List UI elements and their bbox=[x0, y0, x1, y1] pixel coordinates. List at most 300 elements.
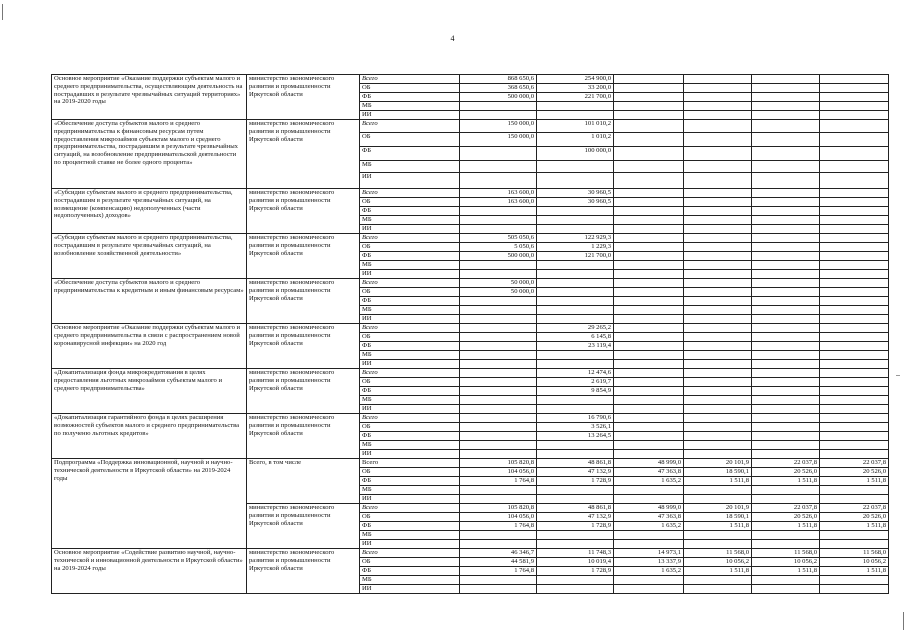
amount-cell bbox=[752, 279, 820, 288]
amount-cell bbox=[820, 585, 889, 594]
amount-cell: 1 511,8 bbox=[684, 522, 752, 531]
amount-cell bbox=[752, 173, 820, 189]
amount-cell bbox=[537, 540, 614, 549]
amount-cell bbox=[820, 486, 889, 495]
funding-source: МБ bbox=[360, 306, 460, 315]
amount-cell: 46 346,7 bbox=[460, 549, 537, 558]
amount-cell bbox=[820, 297, 889, 306]
amount-cell: 29 265,2 bbox=[537, 324, 614, 333]
amount-cell: 1 635,2 bbox=[614, 567, 684, 576]
responsible-executor: Всего, в том числе bbox=[247, 459, 360, 504]
amount-cell bbox=[820, 324, 889, 333]
amount-cell bbox=[614, 84, 684, 93]
amount-cell bbox=[752, 432, 820, 441]
amount-cell: 10 056,2 bbox=[684, 558, 752, 567]
amount-cell bbox=[820, 84, 889, 93]
amount-cell bbox=[537, 111, 614, 120]
funding-source: ИИ bbox=[360, 450, 460, 459]
amount-cell bbox=[614, 198, 684, 207]
amount-cell: 1 511,8 bbox=[820, 477, 889, 486]
table-row bbox=[52, 120, 889, 133]
amount-cell: 12 474,6 bbox=[537, 369, 614, 378]
funding-source: Всего bbox=[360, 279, 460, 288]
amount-cell bbox=[820, 133, 889, 147]
scan-edge-mark bbox=[903, 612, 904, 630]
funding-source: Всего bbox=[360, 120, 460, 133]
amount-cell bbox=[752, 360, 820, 369]
amount-cell bbox=[752, 147, 820, 161]
amount-cell bbox=[752, 84, 820, 93]
amount-cell bbox=[752, 423, 820, 432]
amount-cell: 1 764,8 bbox=[460, 477, 537, 486]
amount-cell bbox=[537, 576, 614, 585]
funding-source: МБ bbox=[360, 161, 460, 173]
amount-cell bbox=[537, 102, 614, 111]
amount-cell bbox=[684, 234, 752, 243]
amount-cell bbox=[460, 147, 537, 161]
amount-cell bbox=[684, 102, 752, 111]
amount-cell bbox=[614, 207, 684, 216]
amount-cell bbox=[820, 173, 889, 189]
measure-description: Подпрограмма «Поддержка инновационной, научной и научно-технической деятельности в Иркутской области» на 2019-2024 годы bbox=[52, 459, 247, 549]
amount-cell bbox=[460, 360, 537, 369]
amount-cell bbox=[752, 450, 820, 459]
amount-cell bbox=[820, 387, 889, 396]
amount-cell: 1 635,2 bbox=[614, 477, 684, 486]
amount-cell bbox=[820, 576, 889, 585]
amount-cell bbox=[460, 369, 537, 378]
amount-cell: 163 600,0 bbox=[460, 198, 537, 207]
amount-cell: 1 511,8 bbox=[684, 477, 752, 486]
amount-cell bbox=[537, 207, 614, 216]
amount-cell bbox=[614, 405, 684, 414]
amount-cell bbox=[460, 270, 537, 279]
table-row bbox=[52, 234, 889, 243]
amount-cell bbox=[614, 120, 684, 133]
amount-cell: 9 854,9 bbox=[537, 387, 614, 396]
amount-cell bbox=[614, 270, 684, 279]
amount-cell bbox=[752, 315, 820, 324]
amount-cell bbox=[684, 261, 752, 270]
amount-cell bbox=[684, 252, 752, 261]
amount-cell bbox=[614, 93, 684, 102]
funding-source: МБ bbox=[360, 441, 460, 450]
amount-cell bbox=[684, 531, 752, 540]
amount-cell bbox=[614, 540, 684, 549]
amount-cell bbox=[537, 270, 614, 279]
amount-cell bbox=[460, 161, 537, 173]
amount-cell bbox=[684, 441, 752, 450]
amount-cell bbox=[460, 414, 537, 423]
amount-cell: 254 900,0 bbox=[537, 75, 614, 84]
amount-cell bbox=[684, 324, 752, 333]
amount-cell bbox=[614, 333, 684, 342]
amount-cell: 3 526,1 bbox=[537, 423, 614, 432]
amount-cell bbox=[752, 540, 820, 549]
amount-cell bbox=[460, 531, 537, 540]
amount-cell bbox=[752, 378, 820, 387]
amount-cell bbox=[684, 333, 752, 342]
amount-cell bbox=[684, 198, 752, 207]
amount-cell bbox=[614, 414, 684, 423]
amount-cell bbox=[684, 405, 752, 414]
amount-cell bbox=[752, 111, 820, 120]
table-row bbox=[52, 369, 889, 378]
amount-cell bbox=[684, 423, 752, 432]
amount-cell bbox=[820, 360, 889, 369]
measure-description: «Обеспечение доступа субъектов малого и среднего предпринимательства к финансовым ресурсам путем предоставления микрозаймов субъектам малого и среднего предпринимательства, пострадавшим в результате чрезвычайных ситуаций, на возобновление предпринимательской деятельности по процентной ставке не более одного процента» bbox=[52, 120, 247, 189]
amount-cell bbox=[614, 225, 684, 234]
amount-cell bbox=[614, 173, 684, 189]
amount-cell bbox=[820, 333, 889, 342]
amount-cell bbox=[684, 243, 752, 252]
amount-cell bbox=[820, 432, 889, 441]
amount-cell: 1 511,8 bbox=[820, 567, 889, 576]
amount-cell: 13 337,9 bbox=[614, 558, 684, 567]
responsible-executor: министерство экономического развития и промышленности Иркутской области bbox=[247, 549, 360, 594]
funding-source: ФБ bbox=[360, 387, 460, 396]
amount-cell: 47 363,8 bbox=[614, 468, 684, 477]
amount-cell bbox=[614, 486, 684, 495]
amount-cell bbox=[684, 120, 752, 133]
amount-cell bbox=[684, 207, 752, 216]
amount-cell bbox=[752, 405, 820, 414]
amount-cell: 221 700,0 bbox=[537, 93, 614, 102]
amount-cell: 50 000,0 bbox=[460, 279, 537, 288]
amount-cell bbox=[684, 495, 752, 504]
amount-cell bbox=[684, 342, 752, 351]
amount-cell bbox=[752, 369, 820, 378]
amount-cell bbox=[460, 576, 537, 585]
amount-cell bbox=[820, 531, 889, 540]
amount-cell: 11 568,0 bbox=[752, 549, 820, 558]
amount-cell: 100 000,0 bbox=[537, 147, 614, 161]
funding-source: ОБ bbox=[360, 198, 460, 207]
amount-cell bbox=[752, 207, 820, 216]
funding-source: Всего bbox=[360, 369, 460, 378]
amount-cell bbox=[820, 441, 889, 450]
amount-cell bbox=[820, 216, 889, 225]
amount-cell: 47 363,8 bbox=[614, 513, 684, 522]
amount-cell: 505 050,6 bbox=[460, 234, 537, 243]
funding-source: ФБ bbox=[360, 477, 460, 486]
amount-cell bbox=[614, 243, 684, 252]
amount-cell: 368 650,6 bbox=[460, 84, 537, 93]
amount-cell bbox=[460, 324, 537, 333]
amount-cell bbox=[537, 585, 614, 594]
amount-cell bbox=[684, 378, 752, 387]
amount-cell bbox=[820, 414, 889, 423]
amount-cell bbox=[614, 216, 684, 225]
amount-cell: 1 511,8 bbox=[752, 522, 820, 531]
amount-cell bbox=[537, 441, 614, 450]
amount-cell: 18 590,1 bbox=[684, 468, 752, 477]
amount-cell bbox=[460, 315, 537, 324]
amount-cell: 14 973,1 bbox=[614, 549, 684, 558]
budget-table bbox=[51, 74, 889, 594]
amount-cell bbox=[460, 396, 537, 405]
amount-cell: 150 000,0 bbox=[460, 120, 537, 133]
amount-cell: 500 000,0 bbox=[460, 93, 537, 102]
measure-description: «Докапитализация гарантийного фонда в целях расширения возможностей субъектов малого и среднего предпринимательства по полученю льготных кредитов» bbox=[52, 414, 247, 459]
funding-source: ОБ bbox=[360, 133, 460, 147]
amount-cell bbox=[460, 111, 537, 120]
amount-cell bbox=[614, 396, 684, 405]
amount-cell bbox=[684, 161, 752, 173]
measure-description: «Докапитализация фонда микрокредитования в целях предоставления льготных микрозаймов субъектам малого и среднего предпринимательства» bbox=[52, 369, 247, 414]
amount-cell: 1 229,3 bbox=[537, 243, 614, 252]
funding-source: Всего bbox=[360, 189, 460, 198]
amount-cell bbox=[460, 225, 537, 234]
responsible-executor: министерство экономического развития и промышленности Иркутской области bbox=[247, 120, 360, 189]
amount-cell bbox=[614, 324, 684, 333]
amount-cell bbox=[684, 297, 752, 306]
amount-cell bbox=[460, 540, 537, 549]
amount-cell bbox=[684, 189, 752, 198]
amount-cell: 150 000,0 bbox=[460, 133, 537, 147]
amount-cell bbox=[820, 288, 889, 297]
amount-cell bbox=[820, 147, 889, 161]
amount-cell bbox=[684, 84, 752, 93]
amount-cell bbox=[460, 405, 537, 414]
amount-cell bbox=[684, 315, 752, 324]
amount-cell: 868 650,6 bbox=[460, 75, 537, 84]
amount-cell bbox=[537, 288, 614, 297]
amount-cell bbox=[684, 585, 752, 594]
amount-cell bbox=[614, 261, 684, 270]
amount-cell bbox=[537, 173, 614, 189]
amount-cell: 20 526,0 bbox=[820, 468, 889, 477]
amount-cell bbox=[460, 585, 537, 594]
amount-cell bbox=[537, 216, 614, 225]
amount-cell bbox=[614, 252, 684, 261]
funding-source: Всего bbox=[360, 414, 460, 423]
amount-cell: 48 999,0 bbox=[614, 459, 684, 468]
table-row bbox=[52, 324, 889, 333]
amount-cell bbox=[614, 378, 684, 387]
funding-source: Всего bbox=[360, 459, 460, 468]
measure-description: Основное мероприятие «Оказание поддержки субъектам малого и среднего предпринимательства в связи с распространением новой коронавирусной инфекции» на 2020 год bbox=[52, 324, 247, 369]
funding-source: Всего bbox=[360, 504, 460, 513]
amount-cell: 44 581,9 bbox=[460, 558, 537, 567]
amount-cell bbox=[820, 234, 889, 243]
responsible-executor: министерство экономического развития и промышленности Иркутской области bbox=[247, 324, 360, 369]
amount-cell: 1 764,8 bbox=[460, 522, 537, 531]
amount-cell bbox=[537, 405, 614, 414]
amount-cell bbox=[614, 576, 684, 585]
amount-cell bbox=[684, 133, 752, 147]
amount-cell bbox=[820, 342, 889, 351]
funding-source: МБ bbox=[360, 261, 460, 270]
amount-cell bbox=[820, 189, 889, 198]
amount-cell bbox=[614, 360, 684, 369]
amount-cell bbox=[614, 441, 684, 450]
funding-source: ОБ bbox=[360, 378, 460, 387]
amount-cell bbox=[684, 270, 752, 279]
amount-cell bbox=[752, 120, 820, 133]
amount-cell bbox=[752, 576, 820, 585]
measure-description: Основное мероприятие «Оказание поддержки субъектам малого и среднего предпринимательства, осуществляющим деятельность на пострадавших в результате чрезвычайных ситуаций территориях» на 2019-2020 годы bbox=[52, 75, 247, 120]
amount-cell bbox=[820, 102, 889, 111]
amount-cell: 22 037,8 bbox=[752, 504, 820, 513]
amount-cell bbox=[820, 252, 889, 261]
amount-cell bbox=[752, 414, 820, 423]
amount-cell bbox=[614, 450, 684, 459]
amount-cell: 6 145,8 bbox=[537, 333, 614, 342]
amount-cell bbox=[537, 396, 614, 405]
amount-cell: 11 748,3 bbox=[537, 549, 614, 558]
amount-cell bbox=[460, 342, 537, 351]
amount-cell: 1 728,9 bbox=[537, 522, 614, 531]
amount-cell bbox=[752, 288, 820, 297]
amount-cell bbox=[684, 360, 752, 369]
amount-cell bbox=[820, 111, 889, 120]
amount-cell: 101 010,2 bbox=[537, 120, 614, 133]
amount-cell: 18 590,1 bbox=[684, 513, 752, 522]
funding-source: ИИ bbox=[360, 270, 460, 279]
measure-description: Основное мероприятие «Содействие развитию научной, научно-технической и инновационной деятельности в Иркутской области» на 2019-2024 годы bbox=[52, 549, 247, 594]
amount-cell bbox=[820, 243, 889, 252]
funding-source: ОБ bbox=[360, 333, 460, 342]
amount-cell bbox=[614, 147, 684, 161]
funding-source: ОБ bbox=[360, 84, 460, 93]
amount-cell: 2 619,7 bbox=[537, 378, 614, 387]
amount-cell: 22 037,8 bbox=[752, 459, 820, 468]
amount-cell bbox=[820, 405, 889, 414]
amount-cell bbox=[752, 333, 820, 342]
funding-source: ОБ bbox=[360, 558, 460, 567]
measure-description: «Субсидии субъектам малого и среднего предпринимательства, пострадавшим в результате чрезвычайных ситуаций, на возобновление хозяйственной деятельности» bbox=[52, 234, 247, 279]
amount-cell bbox=[752, 261, 820, 270]
amount-cell bbox=[752, 216, 820, 225]
amount-cell: 11 568,0 bbox=[684, 549, 752, 558]
amount-cell: 10 056,2 bbox=[820, 558, 889, 567]
amount-cell bbox=[684, 450, 752, 459]
amount-cell bbox=[460, 486, 537, 495]
scan-edge-mark bbox=[2, 4, 3, 20]
amount-cell bbox=[820, 450, 889, 459]
responsible-executor: министерство экономического развития и промышленности Иркутской области bbox=[247, 234, 360, 279]
amount-cell bbox=[820, 93, 889, 102]
funding-source: ФБ bbox=[360, 207, 460, 216]
amount-cell bbox=[460, 378, 537, 387]
amount-cell bbox=[752, 133, 820, 147]
funding-source: ИИ bbox=[360, 360, 460, 369]
amount-cell: 121 700,0 bbox=[537, 252, 614, 261]
funding-source: ИИ bbox=[360, 540, 460, 549]
amount-cell bbox=[684, 432, 752, 441]
amount-cell bbox=[614, 234, 684, 243]
responsible-executor: министерство экономического развития и промышленности Иркутской области bbox=[247, 189, 360, 234]
amount-cell bbox=[684, 306, 752, 315]
amount-cell: 33 200,0 bbox=[537, 84, 614, 93]
amount-cell bbox=[752, 270, 820, 279]
measure-description: «Субсидии субъектам малого и среднего предпринимательства, пострадавшим в результате чрезвычайных ситуаций, на возмещение (компенсацию) недополученных (части недополученных) доходов» bbox=[52, 189, 247, 234]
amount-cell bbox=[820, 270, 889, 279]
amount-cell bbox=[684, 288, 752, 297]
funding-source: ИИ bbox=[360, 173, 460, 189]
scan-edge-mark bbox=[896, 375, 900, 376]
funding-source: ИИ bbox=[360, 585, 460, 594]
amount-cell bbox=[820, 351, 889, 360]
amount-cell bbox=[614, 297, 684, 306]
table-row bbox=[52, 189, 889, 198]
amount-cell: 20 101,9 bbox=[684, 504, 752, 513]
amount-cell: 13 264,5 bbox=[537, 432, 614, 441]
amount-cell: 1 511,8 bbox=[684, 567, 752, 576]
amount-cell bbox=[684, 279, 752, 288]
amount-cell: 1 635,2 bbox=[614, 522, 684, 531]
amount-cell bbox=[614, 75, 684, 84]
amount-cell: 105 820,8 bbox=[460, 504, 537, 513]
amount-cell: 1 728,9 bbox=[537, 477, 614, 486]
amount-cell bbox=[614, 306, 684, 315]
amount-cell bbox=[684, 540, 752, 549]
funding-source: ИИ bbox=[360, 111, 460, 120]
amount-cell bbox=[684, 396, 752, 405]
amount-cell bbox=[820, 369, 889, 378]
amount-cell bbox=[820, 207, 889, 216]
funding-source: ФБ bbox=[360, 297, 460, 306]
amount-cell bbox=[537, 315, 614, 324]
table-body bbox=[52, 75, 889, 594]
amount-cell: 105 820,8 bbox=[460, 459, 537, 468]
funding-source: ФБ bbox=[360, 93, 460, 102]
amount-cell bbox=[684, 576, 752, 585]
amount-cell: 20 526,0 bbox=[752, 513, 820, 522]
amount-cell: 104 056,0 bbox=[460, 468, 537, 477]
amount-cell: 1 511,8 bbox=[820, 522, 889, 531]
amount-cell bbox=[752, 297, 820, 306]
amount-cell bbox=[460, 173, 537, 189]
funding-source: ФБ bbox=[360, 567, 460, 576]
amount-cell bbox=[614, 315, 684, 324]
amount-cell: 30 960,5 bbox=[537, 189, 614, 198]
amount-cell bbox=[684, 414, 752, 423]
amount-cell bbox=[614, 342, 684, 351]
amount-cell bbox=[752, 585, 820, 594]
amount-cell bbox=[820, 306, 889, 315]
amount-cell: 20 101,9 bbox=[684, 459, 752, 468]
amount-cell bbox=[684, 93, 752, 102]
amount-cell: 1 511,8 bbox=[752, 477, 820, 486]
amount-cell bbox=[820, 423, 889, 432]
amount-cell bbox=[684, 369, 752, 378]
amount-cell bbox=[460, 216, 537, 225]
amount-cell bbox=[752, 351, 820, 360]
amount-cell: 1 728,9 bbox=[537, 567, 614, 576]
amount-cell: 22 037,8 bbox=[820, 459, 889, 468]
funding-source: МБ bbox=[360, 576, 460, 585]
amount-cell bbox=[820, 315, 889, 324]
amount-cell: 50 000,0 bbox=[460, 288, 537, 297]
table-row bbox=[52, 459, 889, 468]
table-row bbox=[52, 414, 889, 423]
funding-source: МБ bbox=[360, 396, 460, 405]
amount-cell: 1 511,8 bbox=[752, 567, 820, 576]
amount-cell bbox=[614, 288, 684, 297]
amount-cell bbox=[752, 161, 820, 173]
amount-cell: 500 000,0 bbox=[460, 252, 537, 261]
amount-cell bbox=[614, 351, 684, 360]
amount-cell bbox=[460, 297, 537, 306]
amount-cell bbox=[752, 102, 820, 111]
amount-cell bbox=[820, 261, 889, 270]
amount-cell bbox=[684, 486, 752, 495]
amount-cell bbox=[537, 351, 614, 360]
amount-cell bbox=[614, 279, 684, 288]
amount-cell bbox=[684, 225, 752, 234]
